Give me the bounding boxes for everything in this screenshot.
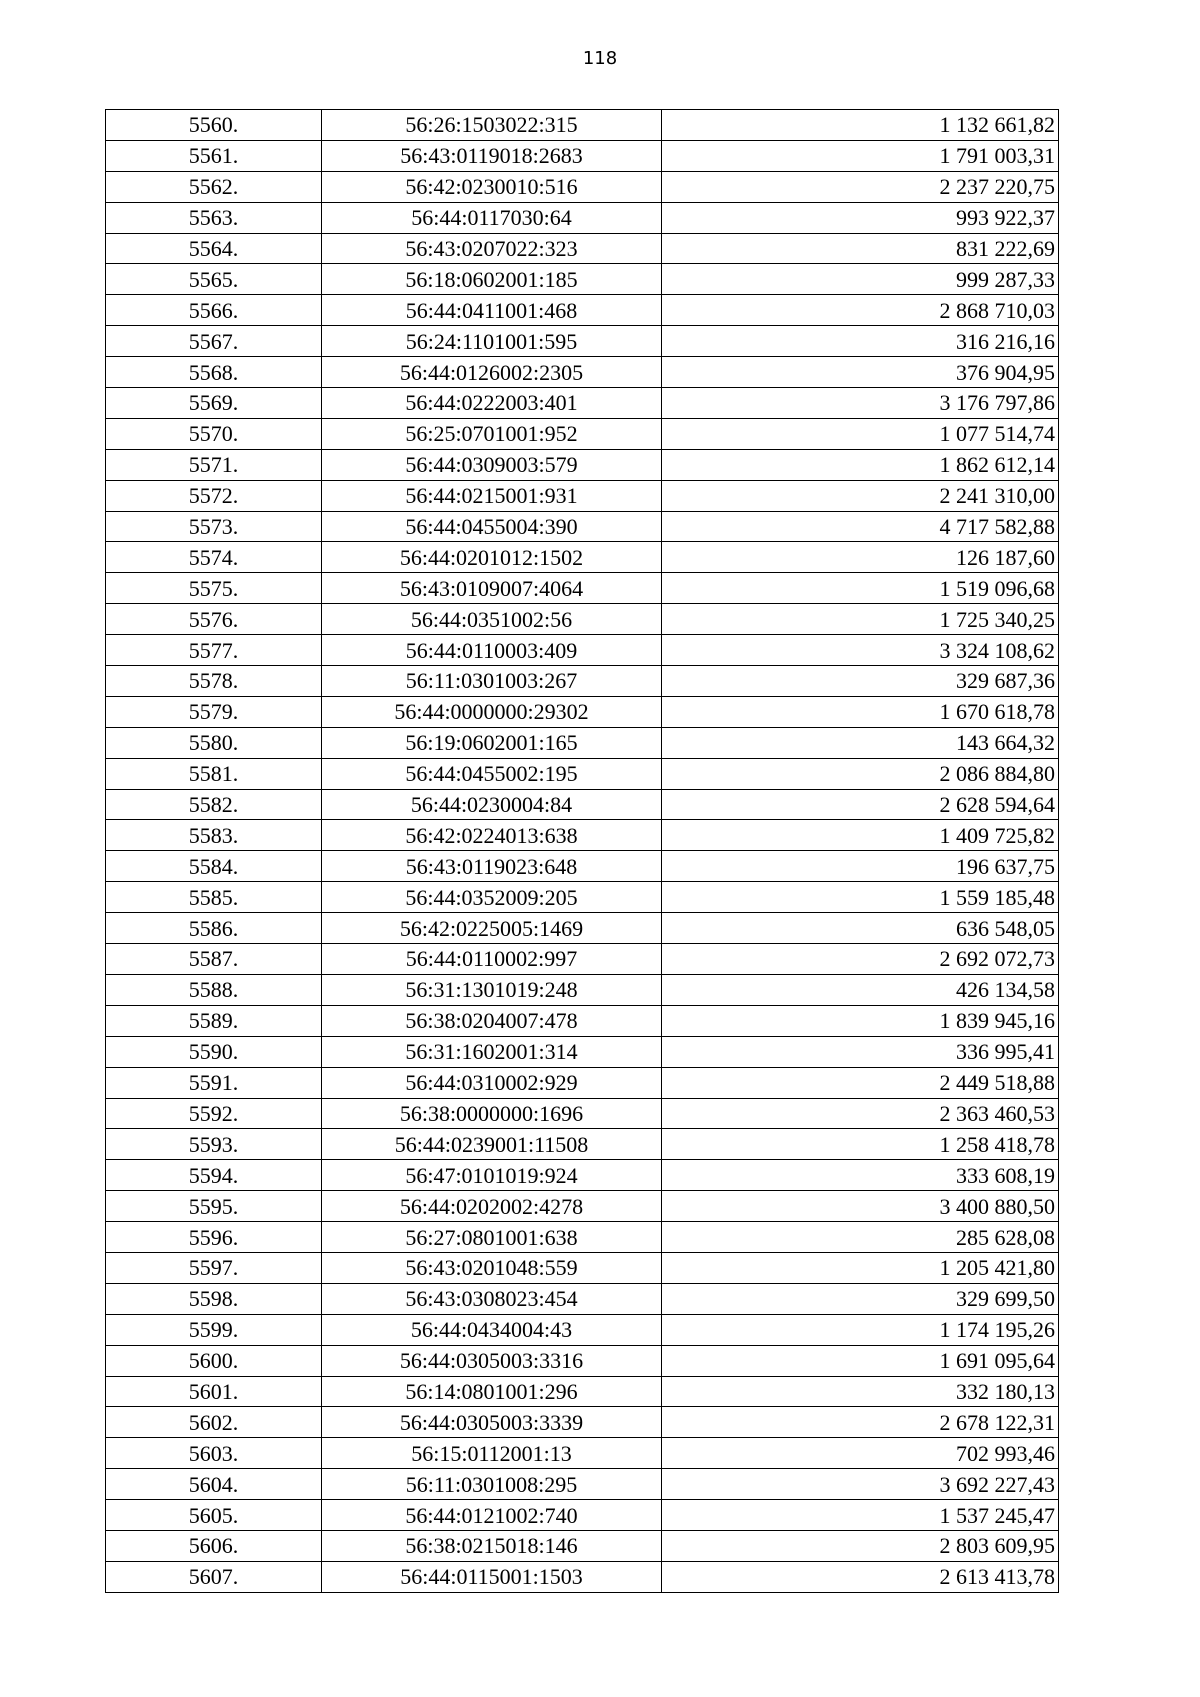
row-number-cell: 5562.: [106, 171, 322, 202]
amount-cell: 3 176 797,86: [662, 388, 1059, 419]
table-row: [106, 1530, 1059, 1561]
row-number-cell: 5582.: [106, 789, 322, 820]
table-row: [106, 1191, 1059, 1222]
row-number-cell: 5601.: [106, 1376, 322, 1407]
row-number-cell: 5596.: [106, 1222, 322, 1253]
table-row: [106, 326, 1059, 357]
table-row: [106, 1407, 1059, 1438]
cadastral-number-cell: 56:38:0000000:1696: [322, 1098, 662, 1129]
cadastral-number-cell: 56:47:0101019:924: [322, 1160, 662, 1191]
cadastral-number-cell: 56:44:0121002:740: [322, 1500, 662, 1531]
amount-cell: 3 324 108,62: [662, 635, 1059, 666]
table-row: [106, 1098, 1059, 1129]
table-row: [106, 1314, 1059, 1345]
amount-cell: 999 287,33: [662, 264, 1059, 295]
row-number-cell: 5603.: [106, 1438, 322, 1469]
table-row: [106, 944, 1059, 975]
row-number-cell: 5570.: [106, 418, 322, 449]
amount-cell: 1 132 661,82: [662, 110, 1059, 141]
amount-cell: 1 670 618,78: [662, 696, 1059, 727]
amount-cell: 1 725 340,25: [662, 604, 1059, 635]
table-row: [106, 110, 1059, 141]
table-row: [106, 1067, 1059, 1098]
row-number-cell: 5581.: [106, 758, 322, 789]
table-row: [106, 449, 1059, 480]
cadastral-number-cell: 56:44:0110003:409: [322, 635, 662, 666]
amount-cell: 1 205 421,80: [662, 1252, 1059, 1283]
cadastral-number-cell: 56:44:0434004:43: [322, 1314, 662, 1345]
amount-cell: 1 691 095,64: [662, 1345, 1059, 1376]
cadastral-number-cell: 56:43:0207022:323: [322, 233, 662, 264]
cadastral-number-cell: 56:42:0230010:516: [322, 171, 662, 202]
table-row: [106, 1005, 1059, 1036]
cadastral-number-cell: 56:44:0110002:997: [322, 944, 662, 975]
amount-cell: 2 241 310,00: [662, 480, 1059, 511]
amount-cell: 143 664,32: [662, 727, 1059, 758]
table-row: [106, 140, 1059, 171]
amount-cell: 2 613 413,78: [662, 1561, 1059, 1592]
row-number-cell: 5563.: [106, 202, 322, 233]
table-row: [106, 604, 1059, 635]
row-number-cell: 5572.: [106, 480, 322, 511]
amount-cell: 1 839 945,16: [662, 1005, 1059, 1036]
table-row: [106, 1129, 1059, 1160]
amount-cell: 376 904,95: [662, 357, 1059, 388]
table-row: [106, 264, 1059, 295]
cadastral-number-cell: 56:27:0801001:638: [322, 1222, 662, 1253]
row-number-cell: 5593.: [106, 1129, 322, 1160]
row-number-cell: 5568.: [106, 357, 322, 388]
table-row: [106, 1222, 1059, 1253]
table-row: [106, 295, 1059, 326]
row-number-cell: 5600.: [106, 1345, 322, 1376]
cadastral-number-cell: 56:43:0119023:648: [322, 851, 662, 882]
cadastral-number-cell: 56:44:0310002:929: [322, 1067, 662, 1098]
amount-cell: 196 637,75: [662, 851, 1059, 882]
table-row: [106, 913, 1059, 944]
amount-cell: 316 216,16: [662, 326, 1059, 357]
row-number-cell: 5598.: [106, 1283, 322, 1314]
cadastral-number-cell: 56:14:0801001:296: [322, 1376, 662, 1407]
cadastral-number-cell: 56:18:0602001:185: [322, 264, 662, 295]
row-number-cell: 5579.: [106, 696, 322, 727]
table-row: [106, 1283, 1059, 1314]
cadastral-number-cell: 56:43:0308023:454: [322, 1283, 662, 1314]
amount-cell: 333 608,19: [662, 1160, 1059, 1191]
table-row: [106, 666, 1059, 697]
table-row: [106, 1561, 1059, 1592]
cadastral-number-cell: 56:44:0000000:29302: [322, 696, 662, 727]
amount-cell: 3 692 227,43: [662, 1469, 1059, 1500]
cadastral-number-cell: 56:44:0215001:931: [322, 480, 662, 511]
table-row: [106, 882, 1059, 913]
row-number-cell: 5564.: [106, 233, 322, 264]
row-number-cell: 5565.: [106, 264, 322, 295]
table-row: [106, 974, 1059, 1005]
amount-cell: 336 995,41: [662, 1036, 1059, 1067]
row-number-cell: 5591.: [106, 1067, 322, 1098]
amount-cell: 1 258 418,78: [662, 1129, 1059, 1160]
cadastral-number-cell: 56:26:1503022:315: [322, 110, 662, 141]
row-number-cell: 5597.: [106, 1252, 322, 1283]
table-row: [106, 357, 1059, 388]
cadastral-value-table: [105, 109, 1059, 1593]
row-number-cell: 5567.: [106, 326, 322, 357]
row-number-cell: 5586.: [106, 913, 322, 944]
row-number-cell: 5590.: [106, 1036, 322, 1067]
row-number-cell: 5599.: [106, 1314, 322, 1345]
table-row: [106, 233, 1059, 264]
cadastral-number-cell: 56:43:0119018:2683: [322, 140, 662, 171]
row-number-cell: 5580.: [106, 727, 322, 758]
table-row: [106, 758, 1059, 789]
row-number-cell: 5583.: [106, 820, 322, 851]
cadastral-number-cell: 56:43:0201048:559: [322, 1252, 662, 1283]
cadastral-number-cell: 56:44:0239001:11508: [322, 1129, 662, 1160]
row-number-cell: 5575.: [106, 573, 322, 604]
table-row: [106, 1160, 1059, 1191]
table-row: [106, 1252, 1059, 1283]
amount-cell: 1 537 245,47: [662, 1500, 1059, 1531]
row-number-cell: 5585.: [106, 882, 322, 913]
table-body: [106, 110, 1059, 1593]
row-number-cell: 5561.: [106, 140, 322, 171]
cadastral-number-cell: 56:25:0701001:952: [322, 418, 662, 449]
row-number-cell: 5587.: [106, 944, 322, 975]
table-row: [106, 480, 1059, 511]
amount-cell: 285 628,08: [662, 1222, 1059, 1253]
cadastral-number-cell: 56:15:0112001:13: [322, 1438, 662, 1469]
table-row: [106, 418, 1059, 449]
row-number-cell: 5607.: [106, 1561, 322, 1592]
amount-cell: 2 363 460,53: [662, 1098, 1059, 1129]
amount-cell: 1 791 003,31: [662, 140, 1059, 171]
cadastral-number-cell: 56:44:0455004:390: [322, 511, 662, 542]
table-row: [106, 851, 1059, 882]
table-row: [106, 727, 1059, 758]
table-row: [106, 1345, 1059, 1376]
row-number-cell: 5604.: [106, 1469, 322, 1500]
table-row: [106, 511, 1059, 542]
row-number-cell: 5588.: [106, 974, 322, 1005]
cadastral-number-cell: 56:31:1301019:248: [322, 974, 662, 1005]
amount-cell: 702 993,46: [662, 1438, 1059, 1469]
cadastral-number-cell: 56:38:0204007:478: [322, 1005, 662, 1036]
row-number-cell: 5584.: [106, 851, 322, 882]
table-row: [106, 388, 1059, 419]
cadastral-number-cell: 56:31:1602001:314: [322, 1036, 662, 1067]
table-row: [106, 1438, 1059, 1469]
amount-cell: 1 862 612,14: [662, 449, 1059, 480]
amount-cell: 2 237 220,75: [662, 171, 1059, 202]
table-row: [106, 1376, 1059, 1407]
table-row: [106, 542, 1059, 573]
amount-cell: 1 174 195,26: [662, 1314, 1059, 1345]
amount-cell: 636 548,05: [662, 913, 1059, 944]
cadastral-number-cell: 56:44:0351002:56: [322, 604, 662, 635]
cadastral-number-cell: 56:44:0411001:468: [322, 295, 662, 326]
row-number-cell: 5560.: [106, 110, 322, 141]
amount-cell: 2 692 072,73: [662, 944, 1059, 975]
row-number-cell: 5589.: [106, 1005, 322, 1036]
amount-cell: 2 868 710,03: [662, 295, 1059, 326]
row-number-cell: 5594.: [106, 1160, 322, 1191]
row-number-cell: 5602.: [106, 1407, 322, 1438]
row-number-cell: 5578.: [106, 666, 322, 697]
row-number-cell: 5576.: [106, 604, 322, 635]
cadastral-number-cell: 56:42:0225005:1469: [322, 913, 662, 944]
amount-cell: 329 687,36: [662, 666, 1059, 697]
row-number-cell: 5577.: [106, 635, 322, 666]
cadastral-number-cell: 56:11:0301003:267: [322, 666, 662, 697]
cadastral-number-cell: 56:11:0301008:295: [322, 1469, 662, 1500]
table-row: [106, 1500, 1059, 1531]
cadastral-number-cell: 56:38:0215018:146: [322, 1530, 662, 1561]
amount-cell: 1 519 096,68: [662, 573, 1059, 604]
cadastral-number-cell: 56:42:0224013:638: [322, 820, 662, 851]
table-row: [106, 1469, 1059, 1500]
row-number-cell: 5605.: [106, 1500, 322, 1531]
cadastral-number-cell: 56:44:0115001:1503: [322, 1561, 662, 1592]
amount-cell: 332 180,13: [662, 1376, 1059, 1407]
amount-cell: 1 077 514,74: [662, 418, 1059, 449]
table-row: [106, 171, 1059, 202]
amount-cell: 329 699,50: [662, 1283, 1059, 1314]
page-number: 118: [582, 48, 618, 69]
cadastral-number-cell: 56:44:0230004:84: [322, 789, 662, 820]
row-number-cell: 5566.: [106, 295, 322, 326]
table-row: [106, 789, 1059, 820]
cadastral-number-cell: 56:44:0309003:579: [322, 449, 662, 480]
row-number-cell: 5574.: [106, 542, 322, 573]
amount-cell: 2 449 518,88: [662, 1067, 1059, 1098]
row-number-cell: 5595.: [106, 1191, 322, 1222]
amount-cell: 3 400 880,50: [662, 1191, 1059, 1222]
cadastral-number-cell: 56:44:0305003:3316: [322, 1345, 662, 1376]
table-row: [106, 635, 1059, 666]
amount-cell: 2 803 609,95: [662, 1530, 1059, 1561]
amount-cell: 2 086 884,80: [662, 758, 1059, 789]
cadastral-number-cell: 56:44:0352009:205: [322, 882, 662, 913]
amount-cell: 831 222,69: [662, 233, 1059, 264]
cadastral-number-cell: 56:44:0117030:64: [322, 202, 662, 233]
amount-cell: 2 628 594,64: [662, 789, 1059, 820]
table-row: [106, 573, 1059, 604]
amount-cell: 2 678 122,31: [662, 1407, 1059, 1438]
cadastral-number-cell: 56:44:0305003:3339: [322, 1407, 662, 1438]
cadastral-number-cell: 56:19:0602001:165: [322, 727, 662, 758]
cadastral-number-cell: 56:44:0126002:2305: [322, 357, 662, 388]
row-number-cell: 5592.: [106, 1098, 322, 1129]
table-row: [106, 820, 1059, 851]
cadastral-number-cell: 56:24:1101001:595: [322, 326, 662, 357]
row-number-cell: 5569.: [106, 388, 322, 419]
amount-cell: 426 134,58: [662, 974, 1059, 1005]
cadastral-number-cell: 56:43:0109007:4064: [322, 573, 662, 604]
cadastral-number-cell: 56:44:0201012:1502: [322, 542, 662, 573]
amount-cell: 126 187,60: [662, 542, 1059, 573]
row-number-cell: 5571.: [106, 449, 322, 480]
table-row: [106, 696, 1059, 727]
amount-cell: 1 559 185,48: [662, 882, 1059, 913]
amount-cell: 4 717 582,88: [662, 511, 1059, 542]
table-row: [106, 1036, 1059, 1067]
row-number-cell: 5573.: [106, 511, 322, 542]
amount-cell: 993 922,37: [662, 202, 1059, 233]
cadastral-number-cell: 56:44:0222003:401: [322, 388, 662, 419]
table-row: [106, 202, 1059, 233]
amount-cell: 1 409 725,82: [662, 820, 1059, 851]
row-number-cell: 5606.: [106, 1530, 322, 1561]
cadastral-number-cell: 56:44:0455002:195: [322, 758, 662, 789]
cadastral-number-cell: 56:44:0202002:4278: [322, 1191, 662, 1222]
